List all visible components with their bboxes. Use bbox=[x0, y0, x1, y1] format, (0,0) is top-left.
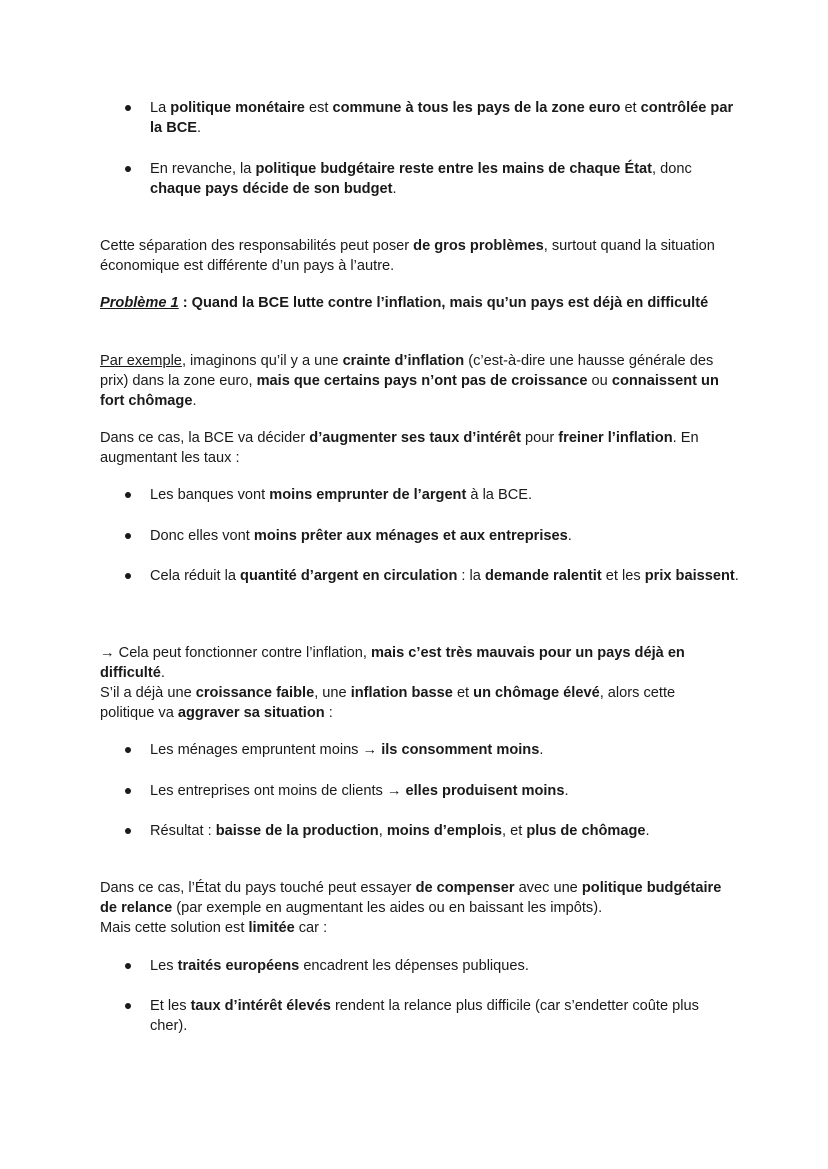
bullet-companies bbox=[150, 781, 740, 801]
bullet-text bbox=[150, 528, 572, 544]
text-run: Donc elles vont bbox=[150, 528, 254, 544]
text-run: ou bbox=[587, 373, 612, 389]
text-run: . bbox=[192, 393, 197, 409]
text-run: (par exemple en augmentant les aides ou en baissant les impôts). bbox=[172, 900, 603, 916]
bold-run: crainte d’inflation bbox=[342, 353, 465, 369]
bold-run: commune à tous les pays de la zone euro bbox=[332, 100, 621, 116]
text-run: : la bbox=[457, 568, 485, 584]
text-run: Et les bbox=[150, 998, 191, 1014]
bullet-dot bbox=[125, 1003, 131, 1009]
text-run: et les bbox=[601, 568, 645, 584]
bold-run: connaissent un fort chômage bbox=[100, 373, 719, 409]
bullet-dot bbox=[125, 963, 131, 969]
text-run: pour bbox=[520, 430, 559, 446]
bold-run: freiner l’inflation bbox=[558, 430, 673, 446]
bold-run: un chômage élevé bbox=[473, 685, 600, 701]
bold-run: mais c’est très mauvais pour un pays déjà en difficulté bbox=[100, 645, 685, 681]
bullet-text bbox=[150, 998, 699, 1034]
text-run: . bbox=[197, 120, 202, 136]
bold-run: moins d’emplois bbox=[386, 823, 502, 839]
bold-run: moins prêter aux ménages et aux entreprises bbox=[253, 528, 568, 544]
text-run: rendent la relance plus difficile (car s’endetter coûte plus cher). bbox=[150, 998, 699, 1034]
example-text bbox=[100, 353, 719, 409]
text-run: . bbox=[645, 823, 650, 839]
separation-paragraph bbox=[100, 236, 730, 276]
bold-run: taux d’intérêt élevés bbox=[190, 998, 331, 1014]
arrow-paragraph bbox=[100, 643, 730, 683]
bullet-banks-borrow bbox=[150, 485, 740, 505]
text-run: : bbox=[324, 705, 333, 721]
bold-run: traités européens bbox=[177, 958, 300, 974]
text-run: Mais cette solution est bbox=[100, 920, 249, 936]
bold-run: politique monétaire bbox=[170, 100, 305, 116]
bullet-result bbox=[150, 821, 740, 841]
bullet-lend-less bbox=[150, 526, 740, 546]
text-run: avec une bbox=[514, 880, 582, 896]
bold-run: croissance faible bbox=[195, 685, 315, 701]
bold-run: d’augmenter ses taux d’intérêt bbox=[309, 430, 521, 446]
text-run: Cela réduit la bbox=[150, 568, 241, 584]
text-run: encadrent les dépenses publiques. bbox=[299, 958, 529, 974]
text-run: , donc bbox=[652, 161, 692, 177]
bullet-text bbox=[150, 783, 569, 799]
text-run: Les banques vont bbox=[150, 487, 270, 503]
text-run: à la BCE. bbox=[466, 487, 533, 503]
problem-1-label: Problème 1 bbox=[100, 295, 179, 311]
bold-run: demande ralentit bbox=[484, 568, 602, 584]
text-run: Les ménages empruntent moins → bbox=[150, 742, 382, 758]
bullet-dot bbox=[125, 747, 131, 753]
bullet-dot bbox=[125, 533, 131, 539]
bold-run: de gros problèmes bbox=[413, 238, 544, 254]
bold-run: baisse de la production bbox=[215, 823, 379, 839]
text-run: Résultat : bbox=[150, 823, 216, 839]
bullet-households bbox=[150, 740, 740, 760]
bold-run: limitée bbox=[248, 920, 295, 936]
text-run: . bbox=[564, 783, 569, 799]
bold-run: de compenser bbox=[415, 880, 515, 896]
text-run: Cette séparation des responsabilités peut poser bbox=[100, 238, 414, 254]
problem-1-heading bbox=[100, 293, 730, 313]
bold-run: elles produisent moins bbox=[405, 783, 565, 799]
problem-1-title: : Quand la BCE lutte contre l’inflation, mais qu’un pays est déjà en difficulté bbox=[178, 295, 709, 311]
example-paragraph bbox=[100, 351, 730, 411]
bold-run: chaque pays décide de son budget bbox=[150, 181, 393, 197]
bullet-dot bbox=[125, 105, 131, 111]
bold-run: plus de chômage bbox=[526, 823, 646, 839]
text-run: . bbox=[160, 665, 165, 681]
bold-run: prix baissent bbox=[644, 568, 735, 584]
text-run: . En augmentant les taux : bbox=[100, 430, 699, 466]
bullet-dot bbox=[125, 573, 131, 579]
bullet-treaties bbox=[150, 956, 740, 976]
text-run: , surtout quand la situation économique est différente d’un pays à l’autre. bbox=[100, 238, 715, 274]
text-run: (c’est-à-dire une hausse générale des prix) dans la zone euro, bbox=[100, 353, 714, 389]
bold-run: contrôlée par la BCE bbox=[150, 100, 734, 136]
text-run: Dans ce cas, la BCE va décider bbox=[100, 430, 310, 446]
situation-paragraph bbox=[100, 683, 730, 723]
text-run: . bbox=[567, 528, 572, 544]
text-run: , et bbox=[501, 823, 527, 839]
text-run: est bbox=[304, 100, 333, 116]
text-run: et bbox=[620, 100, 641, 116]
text-run: Les entreprises ont moins de clients → bbox=[150, 783, 406, 799]
bullet-dot bbox=[125, 828, 131, 834]
bullet-text bbox=[150, 958, 529, 974]
text-run: . bbox=[734, 568, 739, 584]
bold-run: aggraver sa situation bbox=[177, 705, 325, 721]
text-run: , alors cette politique va bbox=[100, 685, 676, 721]
text-run: Les bbox=[150, 958, 178, 974]
bullet-text bbox=[150, 100, 733, 136]
text-run: La bbox=[150, 100, 171, 116]
bullet-budget-policy bbox=[150, 159, 740, 199]
bullet-dot bbox=[125, 788, 131, 794]
bold-run: quantité d’argent en circulation bbox=[240, 568, 458, 584]
text-run: , une bbox=[314, 685, 351, 701]
text-run: En revanche, la bbox=[150, 161, 256, 177]
bullet-text bbox=[150, 823, 650, 839]
text-run: . bbox=[392, 181, 397, 197]
bullet-monetary-policy bbox=[150, 98, 740, 138]
bold-run: moins emprunter de l’argent bbox=[269, 487, 467, 503]
bce-paragraph bbox=[100, 428, 730, 468]
bold-run: politique budgétaire reste entre les mains de chaque État bbox=[255, 161, 653, 177]
example-lead: Par exemple bbox=[100, 353, 182, 369]
bullet-dot bbox=[125, 492, 131, 498]
text-run: , bbox=[378, 823, 387, 839]
limited-paragraph bbox=[100, 918, 730, 938]
bold-run: politique budgétaire de relance bbox=[100, 880, 722, 916]
bullet-text bbox=[150, 487, 532, 503]
bold-run: ils consomment moins bbox=[381, 742, 540, 758]
bullet-dot bbox=[125, 166, 131, 172]
bold-run: mais que certains pays n’ont pas de croissance bbox=[256, 373, 588, 389]
text-run: car : bbox=[294, 920, 328, 936]
text-run: S’il a déjà une bbox=[100, 685, 196, 701]
bullet-money-circulation bbox=[150, 566, 740, 586]
text-run: , imaginons qu’il y a une bbox=[181, 353, 343, 369]
state-paragraph bbox=[100, 878, 730, 918]
text-run: → Cela peut fonctionner contre l’inflation, bbox=[100, 645, 371, 661]
text-run: . bbox=[539, 742, 544, 758]
text-run: Dans ce cas, l’État du pays touché peut essayer bbox=[100, 880, 416, 896]
bullet-high-rates bbox=[150, 996, 740, 1036]
text-run: et bbox=[452, 685, 474, 701]
bullet-text bbox=[150, 742, 543, 758]
bullet-text bbox=[150, 161, 692, 197]
bold-run: inflation basse bbox=[350, 685, 453, 701]
bullet-text bbox=[150, 568, 739, 584]
